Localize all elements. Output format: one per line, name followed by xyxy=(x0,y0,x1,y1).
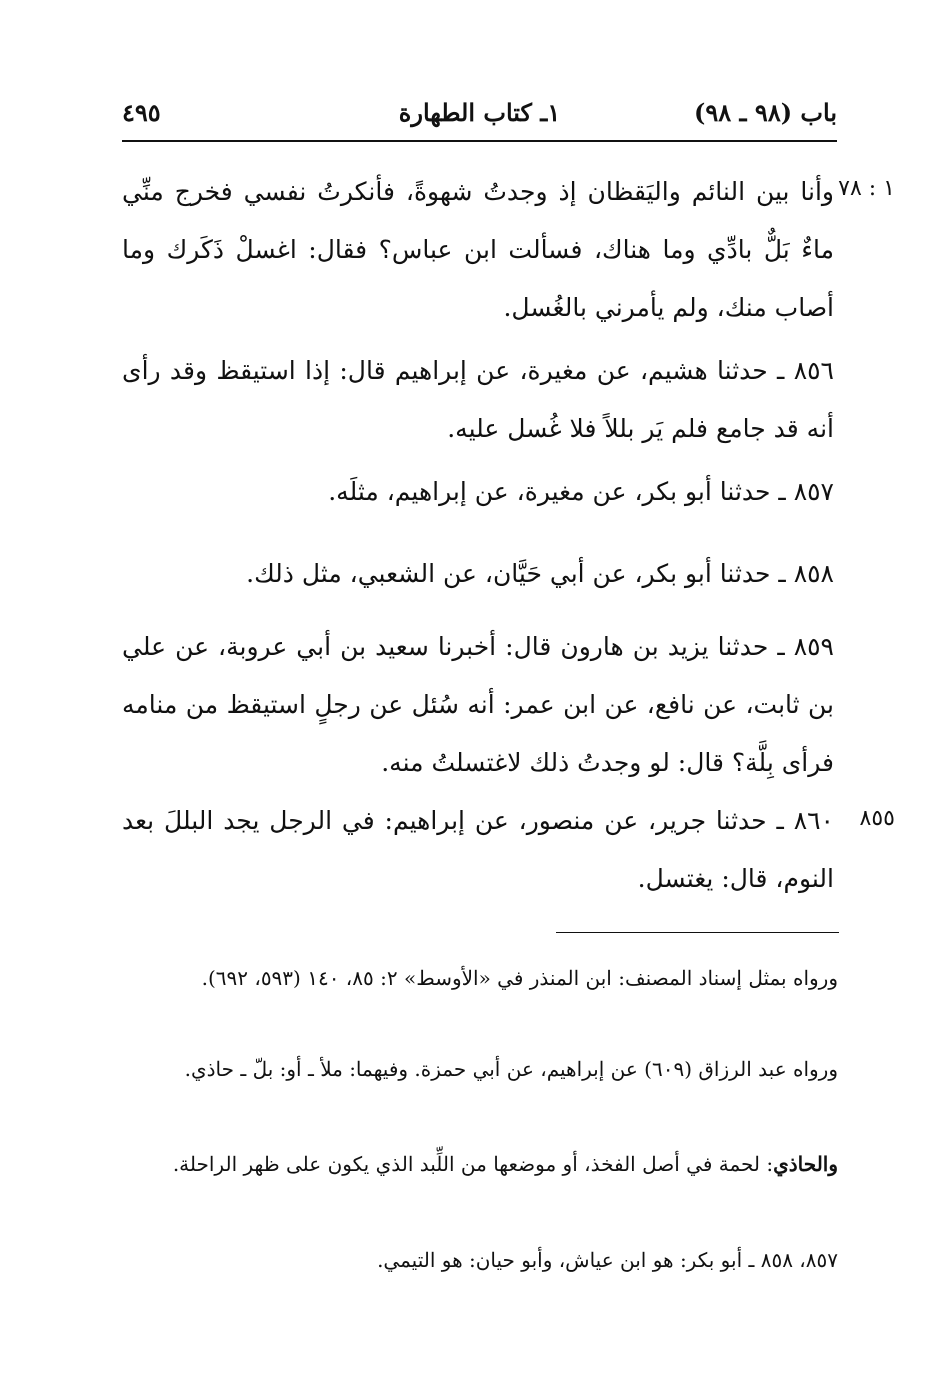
footnote: ٨٥٧، ٨٥٨ ـ أبو بكر: هو ابن عياش، وأبو حيان: هو التيمي. xyxy=(377,1248,838,1272)
footnote-definition: : لحمة في أصل الفخذ، أو موضعها من اللِّبد الذي يكون على ظهر الراحلة. xyxy=(172,1152,774,1176)
hadith-859: ٨٥٩ ـ حدثنا يزيد بن هارون قال: أخبرنا سعيد بن أبي عروبة، عن علي بن ثابت، عن نافع، عن ابن عمر: أنه سُئل عن رجلٍ استيقظ من منامه فرأى بِلَّة؟ قال: لو وجدتُ ذلك لاغتسلتُ منه. xyxy=(122,632,834,777)
hadith-858: ٨٥٨ ـ حدثنا أبو بكر، عن أبي حَيَّان، عن الشعبي، مثل ذلك. xyxy=(246,559,834,588)
book-title: ١ـ كتاب الطهارة xyxy=(398,98,561,127)
footnote: ورواه بمثل إسناد المصنف: ابن المنذر في «الأوسط» ٢: ٨٥، ١٤٠ (٥٩٣، ٦٩٢). xyxy=(201,966,838,990)
hadith-860: ٨٦٠ ـ حدثنا جرير، عن منصور، عن إبراهيم: في الرجل يجد البللَ بعد النوم، قال: يغتسل. xyxy=(122,806,834,893)
hadith-856: ٨٥٦ ـ حدثنا هشيم، عن مغيرة، عن إبراهيم قال: إذا استيقظ وقد رأى أنه قد جامع فلم يَر بللاً فلا غُسل عليه. xyxy=(122,356,834,443)
chapter-title: باب (٩٨ ـ ٩٨) xyxy=(694,98,837,127)
margin-reference: ١ : ٧٨ xyxy=(838,176,895,201)
footnote xyxy=(130,1146,838,1182)
footnote-term: والحاذي xyxy=(773,1152,838,1176)
header-rule xyxy=(122,140,837,142)
page-header xyxy=(122,92,837,138)
footnote-separator xyxy=(556,932,839,933)
margin-reference: ٨٥٥ xyxy=(859,806,895,831)
footnote: ورواه عبد الرزاق (٦٠٩) عن إبراهيم، عن أبي حمزة. وفيهما: ملأ ـ أو: بلّ ـ حاذي. xyxy=(184,1057,838,1081)
paragraph: وأنا بين النائم واليَقظان إذ وجدتُ شهوةً، فأنكرتُ نفسي فخرج منِّي ماءٌ بَلٌّ بادِّي وما هناك، فسألت ابن عباس؟ فقال: اغسلْ ذَكَرك وما أصاب منك، ولم يأمرني بالغُسل. xyxy=(122,177,834,322)
hadith-857: ٨٥٧ ـ حدثنا أبو بكر، عن مغيرة، عن إبراهيم، مثلَه. xyxy=(328,477,834,506)
page-number: ٤٩٥ xyxy=(122,98,161,127)
